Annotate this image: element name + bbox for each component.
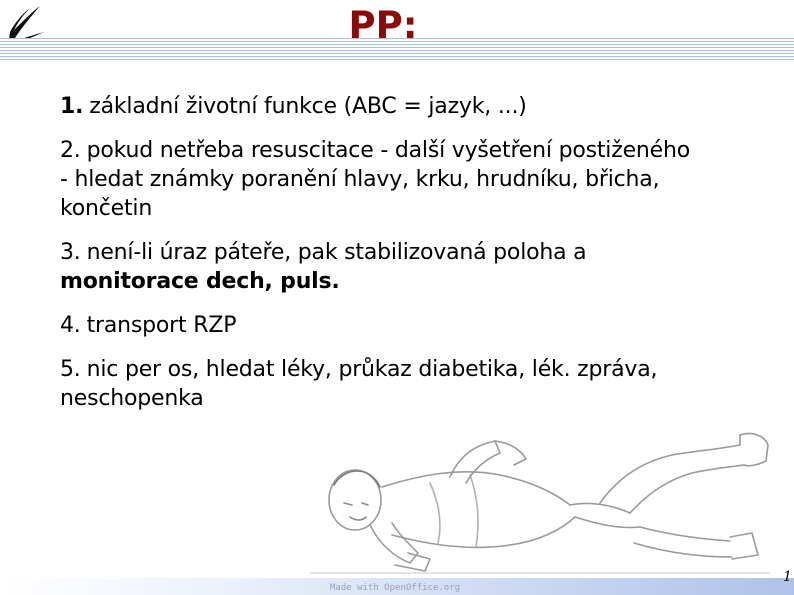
slide-title: PP:: [348, 4, 418, 47]
page-number: 1: [783, 569, 792, 585]
item-number: 2.: [60, 138, 81, 163]
item-text-line1: pokud netřeba resuscitace - další vyšetření postiženého: [86, 138, 690, 163]
list-item-3: [60, 238, 780, 296]
list-item-2: [60, 136, 780, 223]
item-number: 5.: [60, 357, 81, 382]
item-text-line2: neschopenka: [60, 386, 204, 411]
item-text: transport RZP: [86, 313, 237, 338]
item-text-line2: - hledat známky poranění hlavy, krku, hrudníku, břicha,: [60, 167, 660, 192]
slide-content: [60, 92, 780, 428]
item-text-line2-bold: monitorace dech, puls.: [60, 269, 340, 294]
recovery-position-illustration: [300, 405, 780, 580]
item-text: základní životní funkce (ABC = jazyk, ...): [89, 94, 527, 119]
item-number: 1.: [60, 94, 84, 119]
item-number: 4.: [60, 313, 81, 338]
made-with-openoffice-text: Made with OpenOffice.org: [330, 583, 461, 593]
item-text-line3: končetin: [60, 196, 153, 221]
item-text-line1: není-li úraz páteře, pak stabilizovaná poloha a: [86, 240, 587, 265]
list-item-1: [60, 92, 780, 121]
item-text-line1: nic per os, hledat léky, průkaz diabetika, lék. zpráva,: [86, 357, 658, 382]
item-number: 3.: [60, 240, 81, 265]
list-item-4: [60, 311, 780, 340]
